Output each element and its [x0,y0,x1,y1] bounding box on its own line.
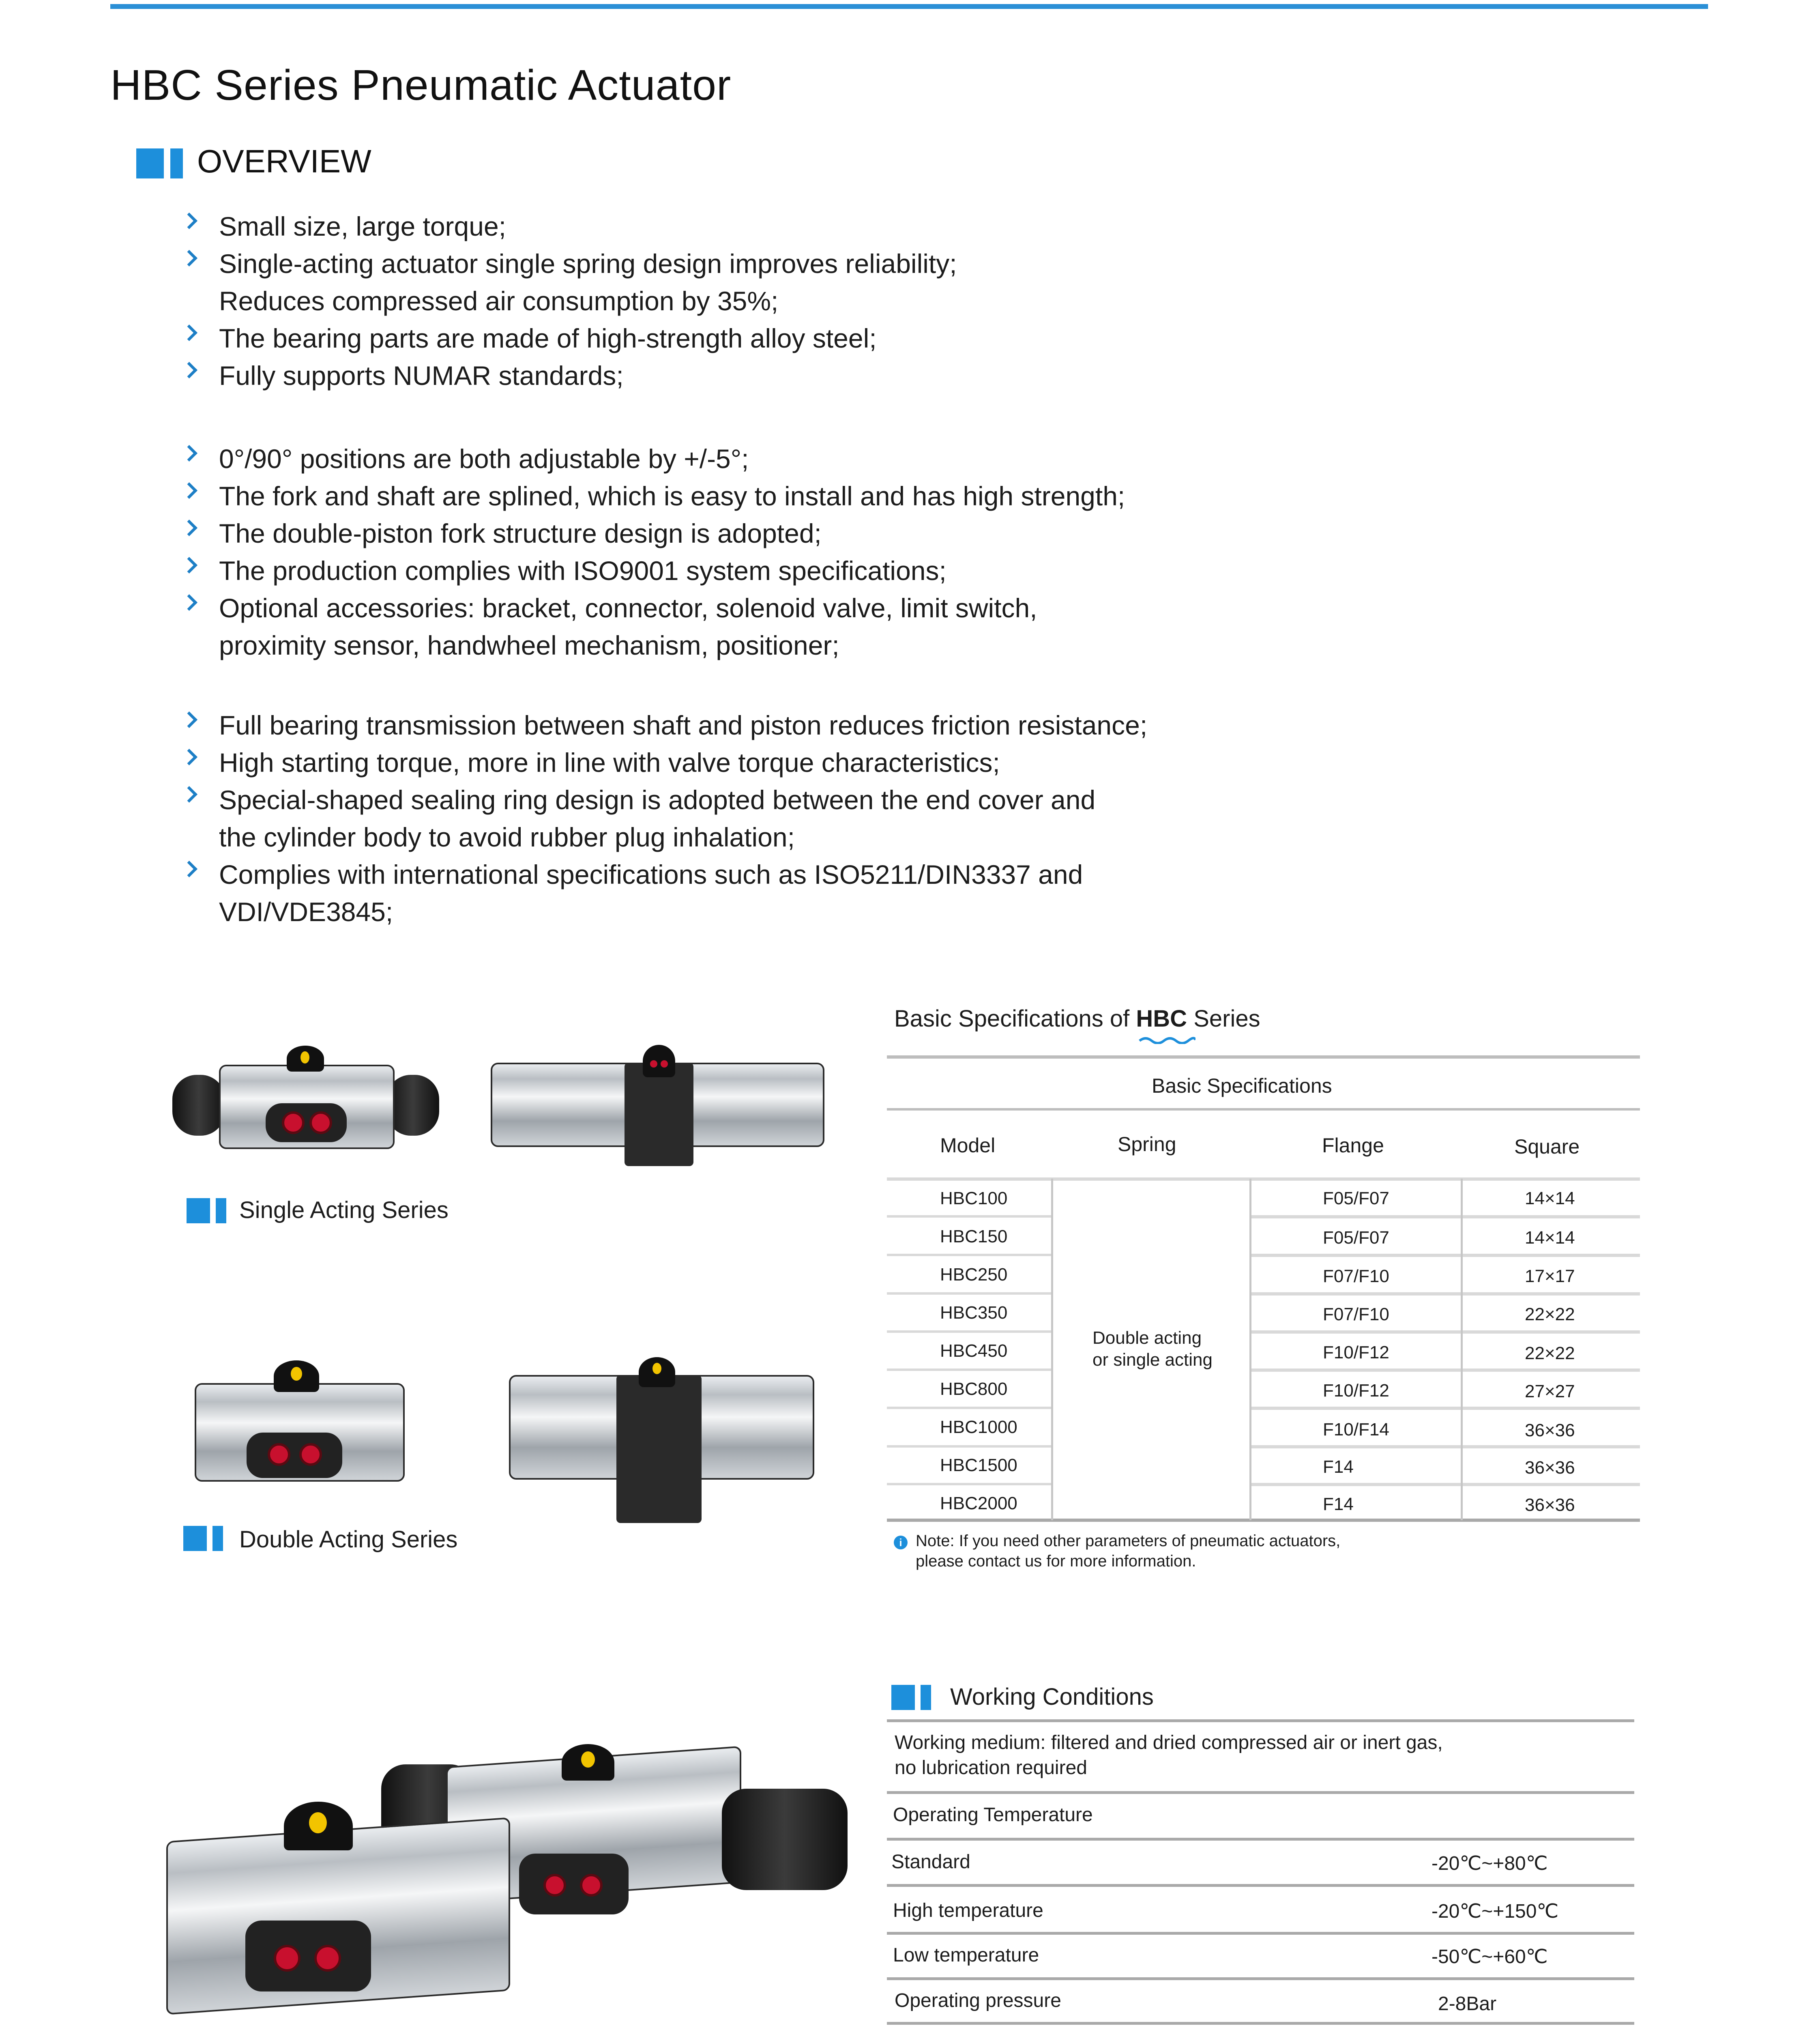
cell-square: 36×36 [1525,1495,1575,1515]
cell-square: 14×14 [1525,1188,1575,1208]
table-rule [887,1330,1052,1333]
condition-label: Operating pressure [895,1990,1061,2011]
section-marker-icon [187,1198,227,1223]
cell-flange: F10/F12 [1323,1343,1389,1362]
chevron-right-icon [181,711,197,728]
list-item: The fork and shaft are splined, which is easy to install and has high strength; [178,477,1125,515]
condition-label: Standard [891,1851,970,1873]
chevron-right-icon [181,786,197,803]
table-rule [1461,1179,1463,1520]
list-item: Special-shaped sealing ring design is adopted between the end cover and the cylinder body to avoid rubber plug inhalation; [178,781,1147,856]
table-group-header: Basic Specifications [1152,1074,1332,1097]
table-rule [887,1177,1640,1181]
actuator-pair-image [162,1744,852,2020]
table-rule [1251,1445,1640,1448]
cell-square: 27×27 [1525,1381,1575,1401]
table-rule [887,1407,1052,1409]
column-header-model: Model [940,1134,996,1157]
table-rule [887,1108,1640,1111]
single-acting-actuator-image-1 [164,1042,448,1148]
chevron-right-icon [181,594,197,611]
chevron-right-icon [181,213,197,229]
top-rule [110,4,1708,9]
cell-square: 14×14 [1525,1228,1575,1248]
section-marker-icon [183,1526,224,1551]
cell-model: HBC250 [940,1265,1008,1285]
single-acting-series-label: Single Acting Series [239,1197,449,1223]
table-rule [887,1368,1052,1371]
table-rule [1251,1330,1640,1334]
table-rule [1251,1215,1640,1218]
double-acting-actuator-image-1 [187,1355,414,1489]
cell-model: HBC2000 [940,1493,1017,1513]
cell-flange: F07/F10 [1323,1266,1389,1286]
cell-square: 22×22 [1525,1304,1575,1324]
table-rule [887,1292,1052,1295]
condition-label: High temperature [893,1900,1043,1921]
spec-table-heading: Basic Specifications of HBC Series [894,1005,1260,1032]
cell-flange: F14 [1323,1494,1354,1514]
list-item: The bearing parts are made of high-strength alloy steel; [178,320,957,357]
cell-model: HBC1000 [940,1417,1017,1437]
table-rule [887,1791,1634,1794]
table-rule [887,1215,1052,1218]
operating-temperature-label: Operating Temperature [893,1804,1093,1826]
chevron-right-icon [181,520,197,536]
cell-square: 17×17 [1525,1266,1575,1286]
section-marker-icon [136,148,183,178]
table-bottom-rule [887,1519,1640,1522]
list-item: Optional accessories: bracket, connector, solenoid valve, limit switch, proximity sensor, handwheel mechanism, positioner; [178,589,1125,664]
table-rule [887,1838,1634,1841]
chevron-right-icon [181,557,197,574]
list-item: Small size, large torque; [178,208,957,245]
list-item: 0°/90° positions are both adjustable by +/-5°; [178,440,1125,477]
table-rule [887,1884,1634,1887]
cell-flange: F14 [1323,1457,1354,1477]
chevron-right-icon [181,362,197,378]
table-rule [887,1719,1634,1722]
overview-title: OVERVIEW [197,143,371,179]
cell-flange: F10/F12 [1323,1381,1389,1401]
cell-square: 22×22 [1525,1343,1575,1363]
table-rule [1249,1179,1251,1520]
table-rule [1251,1254,1640,1257]
list-item: Complies with international specifications such as ISO5211/DIN3337 and VDI/VDE3845; [178,856,1147,930]
table-rule [887,1483,1052,1485]
cell-spring: Double acting or single acting [1092,1328,1213,1370]
table-rule [1251,1407,1640,1410]
chevron-right-icon [181,445,197,462]
chevron-right-icon [181,324,197,341]
condition-value: 2-8Bar [1438,1993,1497,2015]
list-item: Single-acting actuator single spring design improves reliability; Reduces compressed air consumption by 35%; [178,245,957,320]
table-rule [1051,1179,1053,1520]
table-rule [1251,1292,1640,1295]
cell-flange: F05/F07 [1323,1188,1389,1208]
table-rule [1251,1483,1640,1486]
condition-value: -50℃~+60℃ [1432,1946,1548,1968]
single-acting-actuator-image-2 [491,1046,827,1168]
chevron-right-icon [181,482,197,499]
table-rule [887,2022,1634,2025]
cell-model: HBC450 [940,1341,1008,1361]
list-item: Full bearing transmission between shaft and piston reduces friction resistance; [178,707,1147,744]
overview-group-2 [178,440,1125,664]
column-header-square: Square [1514,1135,1580,1158]
info-icon: i [894,1536,908,1549]
chevron-right-icon [181,749,197,765]
section-marker-icon [891,1685,932,1710]
double-acting-series-label: Double Acting Series [239,1526,458,1553]
column-header-spring: Spring [1118,1133,1176,1156]
overview-group-1 [178,208,957,394]
cell-model: HBC150 [940,1227,1008,1246]
cell-flange: F10/F14 [1323,1420,1389,1439]
table-rule [887,1932,1634,1935]
condition-label: Low temperature [893,1944,1039,1966]
spec-note: Note: If you need other parameters of pneumatic actuators, please contact us for more information. [916,1532,1341,1570]
double-acting-actuator-image-2 [509,1355,817,1505]
cell-model: HBC1500 [940,1455,1017,1475]
cell-model: HBC800 [940,1379,1008,1399]
cell-square: 36×36 [1525,1420,1575,1440]
list-item: The double-piston fork structure design is adopted; [178,515,1125,552]
cell-model: HBC350 [940,1303,1008,1323]
cell-model: HBC100 [940,1188,1008,1208]
list-item: The production complies with ISO9001 system specifications; [178,552,1125,589]
list-item: High starting torque, more in line with valve torque characteristics; [178,744,1147,781]
page-title: HBC Series Pneumatic Actuator [110,61,732,109]
table-rule [887,1977,1634,1980]
table-rule [887,1445,1052,1448]
table-top-rule [887,1055,1640,1059]
cell-flange: F05/F07 [1323,1228,1389,1248]
wavy-underline-icon [1139,1035,1195,1044]
cell-square: 36×36 [1525,1458,1575,1478]
chevron-right-icon [181,250,197,266]
cell-flange: F07/F10 [1323,1304,1389,1324]
table-rule [1251,1368,1640,1372]
column-header-flange: Flange [1322,1134,1384,1157]
chevron-right-icon [181,861,197,877]
list-item: Fully supports NUMAR standards; [178,357,957,394]
condition-value: -20℃~+80℃ [1432,1853,1548,1874]
working-conditions-title: Working Conditions [950,1684,1154,1710]
overview-group-3 [178,707,1147,930]
working-medium: Working medium: filtered and dried compressed air or inert gas, no lubrication required [895,1732,1443,1779]
table-rule [887,1254,1052,1256]
condition-value: -20℃~+150℃ [1432,1901,1559,1922]
